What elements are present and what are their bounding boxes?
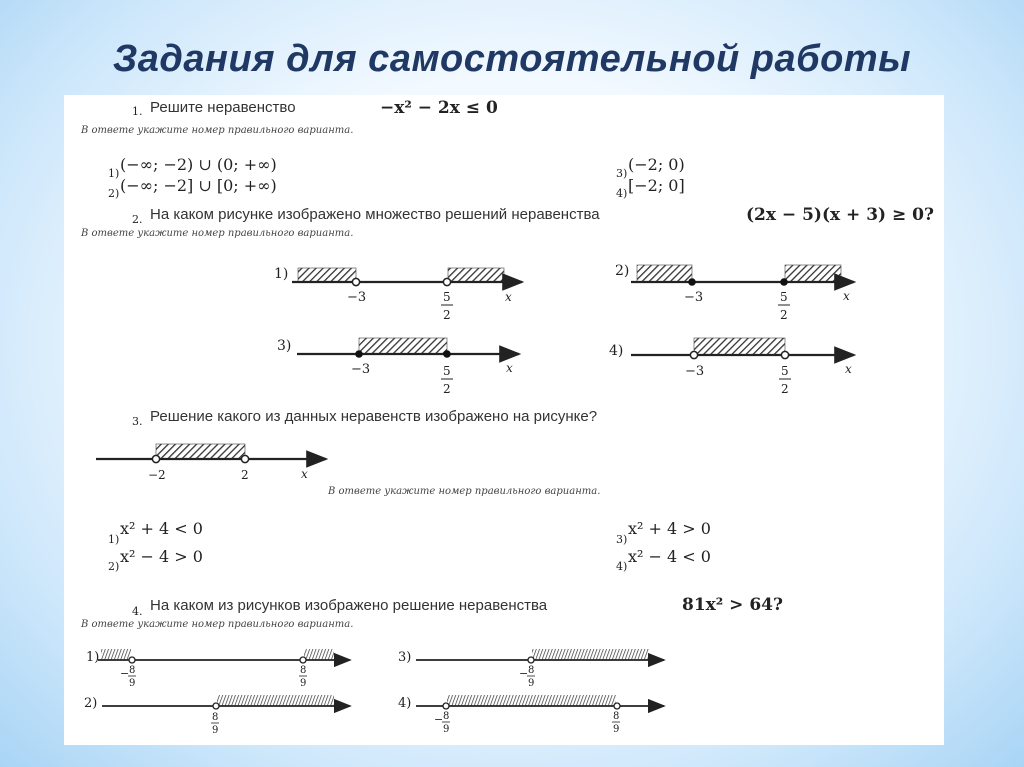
task4-number: 4. [132, 605, 143, 618]
task4-figure-3 [398, 649, 664, 689]
task4-figure3-label: 3) [398, 650, 412, 665]
task4-figure-1 [86, 649, 350, 689]
open-point [614, 703, 620, 709]
task1-note: В ответе укажите номер правильного варианта. [81, 125, 354, 136]
task2-figure2-label: 2) [615, 263, 630, 279]
axis-label: x [845, 362, 852, 376]
task4-figure1-label: 1) [86, 650, 100, 665]
tick-label-b-num: 5 [781, 364, 789, 378]
pos-frac-den: 9 [300, 678, 307, 689]
task3-note: В ответе укажите номер правильного варианта. [328, 486, 601, 497]
task2-figure3-label: 3) [277, 338, 292, 354]
open-point [443, 278, 450, 285]
hatched-region [304, 649, 334, 660]
hatched-region [785, 265, 841, 282]
task1-option4: [−2; 0] [628, 176, 685, 195]
task4-figure-4 [398, 695, 664, 735]
task1-number: 1. [132, 105, 143, 118]
task4-figure-2 [84, 695, 350, 736]
task1-option1: (−∞; −2) ∪ (0; +∞) [120, 155, 277, 174]
open-point [690, 351, 697, 358]
neg-frac-num: 8 [528, 665, 535, 676]
neg-frac-den: 9 [443, 724, 450, 735]
open-point [352, 278, 359, 285]
open-point [241, 455, 248, 462]
tick-label-b-num: 5 [443, 364, 451, 378]
tick-label-a: −3 [347, 290, 367, 305]
task3-option2: x² − 4 > 0 [120, 547, 203, 566]
hatched-region [359, 338, 447, 354]
tick-label-b: 2 [241, 468, 249, 482]
tick-label-a: −2 [148, 468, 166, 482]
hatched-region [532, 649, 649, 660]
task1-option3: (−2; 0) [628, 155, 685, 174]
task4-text: На каком из рисунков изображено решение неравенства [150, 597, 548, 614]
task2-figure4-label: 4) [609, 343, 624, 359]
task1-expression: −x² − 2x ≤ 0 [380, 98, 498, 118]
task4-figure4-label: 4) [398, 696, 412, 711]
task3-option3: x² + 4 > 0 [628, 519, 711, 538]
axis-label: x [843, 289, 850, 303]
tick-label-b-num: 5 [443, 290, 451, 304]
open-point [129, 657, 135, 663]
svg-text:−: − [120, 667, 130, 680]
task1-text: Решите неравенство [150, 99, 296, 116]
task2-expression: (2x − 5)(x + 3) ≥ 0? [746, 205, 934, 225]
open-point [528, 657, 534, 663]
tick-label-a: −3 [684, 290, 704, 305]
hatched-region [448, 268, 504, 282]
task3-option2-num: 2) [108, 560, 120, 573]
neg-frac-num: 8 [129, 665, 136, 676]
task2-figure-2 [615, 263, 854, 322]
neg-frac-den: 9 [528, 678, 535, 689]
task4-note: В ответе укажите номер правильного варианта. [81, 619, 354, 630]
axis-label: x [301, 467, 308, 481]
axis-label: x [506, 361, 513, 375]
closed-point [355, 350, 363, 358]
pos-frac-num: 8 [613, 711, 620, 722]
task2-figure-4 [609, 338, 854, 396]
svg-text:−: − [434, 713, 444, 726]
open-point [781, 351, 788, 358]
task1-option3-num: 3) [616, 167, 628, 180]
task3-number: 3. [132, 415, 143, 428]
closed-point [688, 278, 696, 286]
closed-point [780, 278, 788, 286]
task1-option4-num: 4) [616, 187, 628, 200]
task2-number: 2. [132, 213, 143, 226]
task2-text: На каком рисунке изображено множество решений неравенства [150, 206, 600, 223]
task3-text: Решение какого из данных неравенств изображено на рисунке? [150, 408, 598, 425]
tick-label-a: −3 [685, 364, 705, 379]
pos-frac-den: 9 [613, 724, 620, 735]
pos-frac-num: 8 [212, 712, 219, 723]
closed-point [443, 350, 451, 358]
pos-frac-den: 9 [212, 725, 219, 736]
task2-note: В ответе укажите номер правильного варианта. [81, 228, 354, 239]
pos-frac-num: 8 [300, 665, 307, 676]
task-sheet [64, 95, 944, 745]
hatched-region [101, 649, 131, 660]
task3-option1-num: 1) [108, 533, 120, 546]
open-point [213, 703, 219, 709]
tick-label-b-num: 5 [780, 290, 788, 304]
task2-figure-3 [277, 338, 519, 396]
hatched-region [298, 268, 356, 282]
task2-figure1-label: 1) [274, 266, 289, 282]
hatched-region [156, 444, 245, 459]
open-point [443, 703, 449, 709]
task1-option2-num: 2) [108, 187, 120, 200]
task4-figure2-label: 2) [84, 696, 98, 711]
svg-text:−: − [519, 667, 529, 680]
hatched-region [447, 695, 616, 706]
task3-option4-num: 4) [616, 560, 628, 573]
axis-label: x [505, 290, 512, 304]
task3-figure [96, 444, 326, 482]
task3-option4: x² − 4 < 0 [628, 547, 711, 566]
task1-option1-num: 1) [108, 167, 120, 180]
neg-frac-num: 8 [443, 711, 450, 722]
tick-label-b-den: 2 [780, 308, 788, 322]
hatched-region [694, 338, 785, 355]
hatched-region [637, 265, 692, 282]
tick-label-b-den: 2 [781, 382, 789, 396]
task1-option2: (−∞; −2] ∪ [0; +∞) [120, 176, 277, 195]
hatched-region [217, 695, 334, 706]
task2-figure-1 [274, 266, 522, 322]
tick-label-a: −3 [351, 362, 371, 377]
task3-option3-num: 3) [616, 533, 628, 546]
neg-frac-den: 9 [129, 678, 136, 689]
task3-option1: x² + 4 < 0 [120, 519, 203, 538]
slide-title: Задания для самостоятельной работы [112, 38, 912, 80]
task4-expression: 81x² > 64? [682, 595, 783, 615]
open-point [300, 657, 306, 663]
open-point [152, 455, 159, 462]
tick-label-b-den: 2 [443, 382, 451, 396]
tick-label-b-den: 2 [443, 308, 451, 322]
